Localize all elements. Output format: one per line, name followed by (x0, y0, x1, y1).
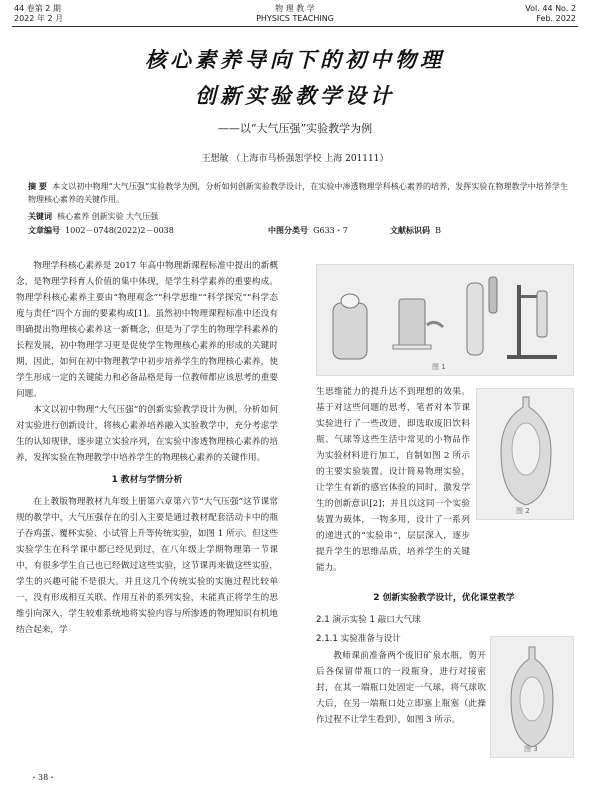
figure-3-illustration (491, 637, 573, 757)
header-vol-en: Vol. 44 No. 2 (525, 4, 576, 13)
paragraph: 生思维能力的提升达不到理想的效果。基于对这些问题的思考，笔者对本节课实验进行了一些改进，即选取废旧饮料瓶、气球等这些生活中常见的小物品作为实验材料进行加工，自制如图 2 所示的主要实验装置，设计简易物理实验，让学生有新的感官体验的同时，激发学生的创新意识[2]；并且以这同一个实验装置为载体，一物多用，设计了一系列的递进式的“实验串”，层层深入，逐步提升学生的思维品质，培养学生的关键能力。 (316, 387, 470, 573)
figure-1-caption: 图 1 (432, 363, 446, 371)
subsection-2-1-1: 2.1.1 实验准备与设计 (316, 634, 401, 644)
left-column (16, 258, 278, 638)
header-rule (12, 26, 578, 27)
header-date-en: Feb. 2022 (536, 14, 576, 23)
figure-3 (490, 636, 574, 758)
figure-3-caption: 图 3 (524, 745, 538, 753)
header-date: 2022 年 2 月 (14, 14, 64, 23)
figure-1-illustration (317, 265, 573, 375)
abstract-label: 摘 要 (28, 181, 47, 191)
figure-2-illustration (477, 389, 573, 519)
abstract-text: 本文以初中物理“大气压强”实验教学为例，分析如何创新实验教学设计，在实验中渗透物理学科核心素养的培养，发挥实验在物理教学中培养学生物理核心素养的关键作用。 (28, 182, 568, 204)
clc-number (268, 224, 348, 237)
page-title-line2: 创新实验教学设计 (195, 83, 395, 108)
figure-1 (316, 264, 574, 376)
article-no-label: 文章编号 (28, 225, 60, 235)
page-title: 核心素养导向下的初中物理 (145, 47, 445, 72)
paragraph: 物理学科核心素养是 2017 年高中物理新课程标准中提出的新概念，是物理学科育人价值的集中体现，是学生科学素养的重要构成。物理学科核心素养主要由“物理观念”“科学思维”“科学探究”“科学态度与责任”四个方面的要素构成[1]。虽然初中物理课程标准中还没有明确提出物理核心素养这一新概念，但是为了学生的物理学科素养的长程发展，初中物理学习更是促使学生物理核心素养的形成的关键时期，因此，如何在初中物理教学中初步培养学生的物理核心素养，使学生形成一定的关键能力和必备品格是每一位教师都应该思考的重要问题。 (16, 261, 278, 399)
keywords (28, 210, 158, 223)
header-journal-en: PHYSICS TEACHING (256, 14, 334, 23)
doc-code-label: 文献标识码 (390, 225, 430, 235)
page-number: ・38・ (30, 773, 57, 782)
subsection-2-1: 2.1 演示实验 1 敲口大气球 (316, 615, 421, 625)
header-journal: 物 理 教 学 (275, 4, 315, 13)
section-heading-1: 1 教材与学情分析 (111, 475, 183, 485)
article-number (28, 224, 174, 237)
paragraph: 教师课前准备两个废旧矿泉水瓶，剪开后各保留带瓶口的一段瓶身，进行对接密封，在其一端瓶口处固定一气球，将气球吹大后，在另一端瓶口处立即塞上瓶塞（此操作过程不让学生看到），如图 3 所示。 (316, 651, 486, 725)
paragraph: 本文以初中物理“大气压强”的创新实验教学设计为例，分析如何对实验进行创新设计，将核心素养培养融入实验教学中，充分考虑学生的认知规律，逐步建立实验序列，在实验中渗透物理核心素养的培养，发挥实验在物理教学中培养学生的物理核心素养的关键作用。 (16, 405, 278, 463)
abstract (28, 180, 568, 206)
page-subtitle: ——以“大气压强”实验教学为例 (217, 122, 373, 135)
header-volume: 44 卷第 2 期 (14, 4, 61, 13)
doc-code-value: B (435, 226, 441, 235)
doc-code (390, 224, 441, 237)
article-no-value: 1002－0748(2022)2－0038 (65, 226, 174, 235)
section-heading-2: 2 创新实验教学设计，优化课堂教学 (373, 593, 515, 603)
paragraph: 在上教版物理教材九年级上册第六章第六节“大气压强”这节课常规的教学中，大气压强存在的引入主要是通过教材配套活动卡中的瓶子吞鸡蛋、覆杯实验、小试管上升等传统实验，如图 1 所示。但这些实验学生在科学课中都已经见到过，在八年级上学期物理第一节课中，有很多学生自己也已经做过这些实验，这节课再来做这些实验，学生的兴趣可能不是很大。并且这几个传统实验的实施过程比较单一，没有形成相互关联、作用互补的系列实验，未能真正将学生的思维引向深入，学生较难系统地将实验内容与所渗透的物理知识有机地结合起来，学 (16, 497, 278, 635)
figure-2-caption: 图 2 (516, 507, 530, 515)
clc-value: G633・7 (313, 226, 348, 235)
keywords-text: 核心素养 创新实验 大气压强 (57, 212, 159, 221)
keywords-label: 关键词 (28, 211, 52, 221)
clc-label: 中图分类号 (268, 225, 308, 235)
right-column-text-2 (316, 648, 486, 728)
right-column-text-1 (316, 384, 470, 576)
figure-2 (476, 388, 574, 520)
author-line: 王想敏 （上海市马桥强恕学校 上海 201111） (201, 154, 389, 164)
